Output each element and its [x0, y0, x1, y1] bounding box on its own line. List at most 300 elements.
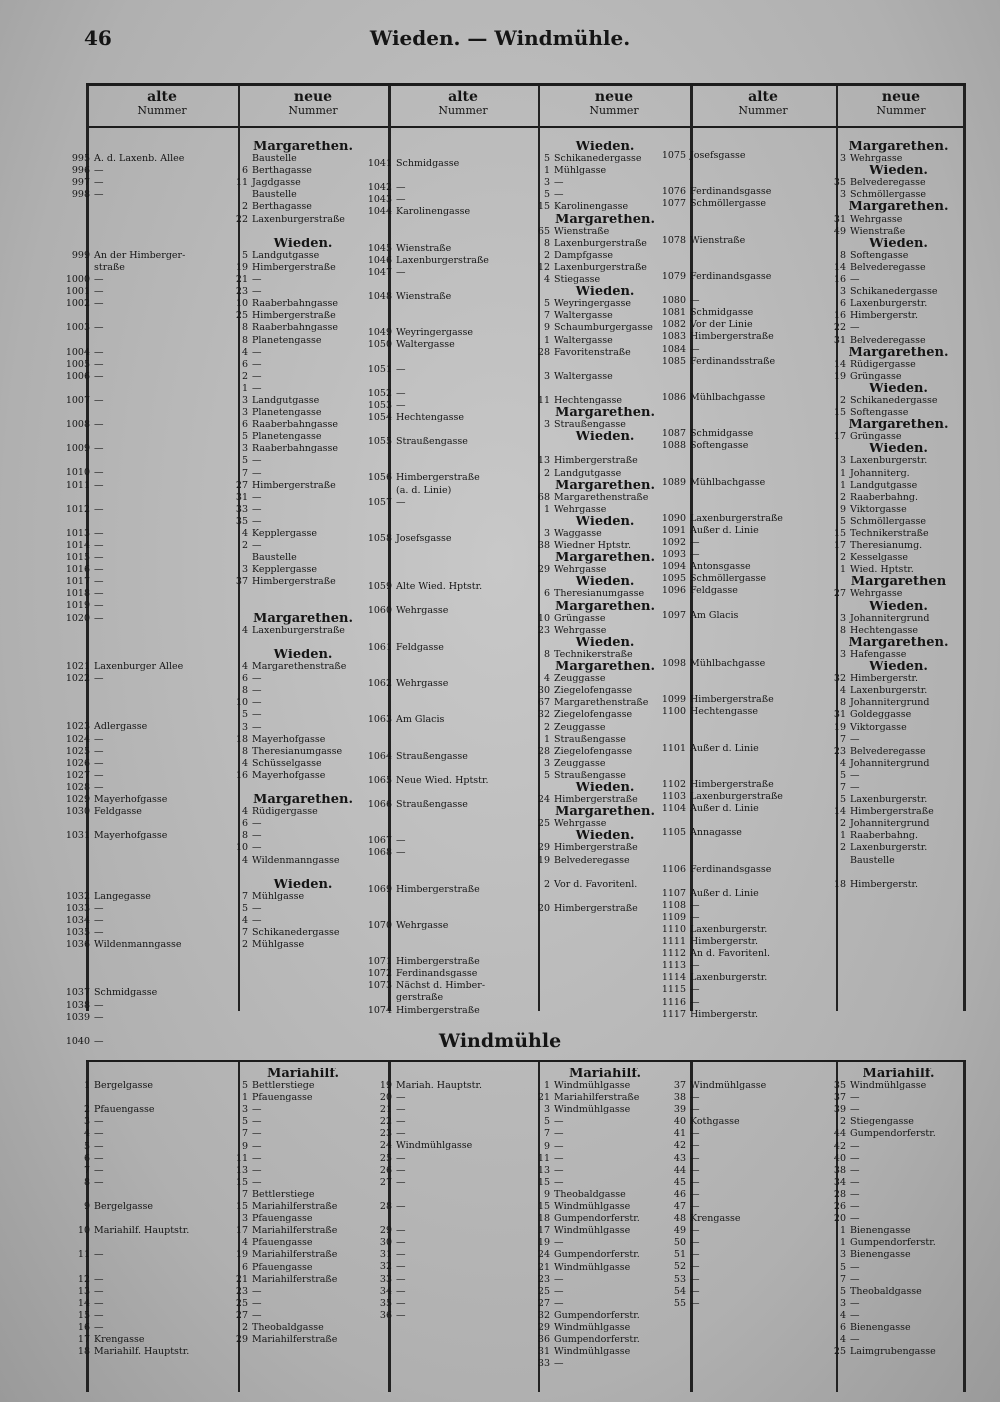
- table-row: [816, 1249, 981, 1261]
- table-row: [60, 963, 240, 975]
- table-row: [520, 1358, 690, 1370]
- table-row: [816, 335, 981, 347]
- house-number: 1089: [661, 476, 686, 488]
- house-number: 3: [543, 1104, 550, 1116]
- house-number: 3: [241, 394, 248, 406]
- street-name: —: [690, 1128, 700, 1140]
- house-number: 11: [537, 394, 550, 406]
- house-number: 33: [379, 1273, 392, 1285]
- table-row: [362, 654, 542, 666]
- table-row: [60, 818, 240, 830]
- house-number: 1041: [367, 158, 392, 169]
- table-row: [816, 262, 981, 274]
- street-name: —: [690, 343, 700, 355]
- street-name: Laxenburgerstr.: [850, 455, 928, 467]
- house-number: 1088: [661, 440, 686, 452]
- house-number: 2: [241, 540, 248, 552]
- street-name: Außer d. Linie: [690, 524, 759, 536]
- table-row: [816, 540, 981, 552]
- street-name: —: [690, 1152, 700, 1164]
- street-name: Gumpendorferstr.: [554, 1334, 640, 1346]
- house-number: 1000: [65, 273, 90, 285]
- district-heading: Wieden.: [869, 600, 928, 613]
- table-row: [656, 186, 836, 198]
- table-row: [816, 552, 981, 564]
- table-row: [816, 770, 981, 782]
- street-name: —: [252, 842, 262, 854]
- house-number: 6: [241, 358, 248, 370]
- street-name: —: [252, 1309, 262, 1321]
- street-name: Laxenburgerstr.: [690, 924, 768, 935]
- table-row: [60, 770, 240, 782]
- table-row: [60, 407, 240, 419]
- house-number: 1047: [367, 266, 392, 278]
- house-number: 18: [77, 1346, 90, 1358]
- street-name: —: [94, 1321, 104, 1333]
- house-number: 1017: [65, 576, 90, 588]
- street-name: —: [252, 685, 262, 697]
- street-name: —: [850, 1261, 860, 1273]
- street-name: Wehrgasse: [554, 564, 607, 576]
- district-heading: Margarethen.: [554, 661, 655, 674]
- header-neue-1: neue Nummer: [288, 89, 338, 117]
- house-number: 32: [537, 709, 550, 721]
- district-heading: Margarethen.: [554, 600, 655, 613]
- street-name: Softengasse: [850, 249, 909, 261]
- street-name: —: [94, 189, 104, 201]
- house-number: 1043: [367, 194, 392, 206]
- house-number: 1002: [65, 298, 90, 310]
- house-number: 8: [543, 237, 550, 249]
- house-number: 5: [241, 709, 248, 721]
- house-number: 1095: [661, 573, 686, 585]
- house-number: 1034: [65, 914, 90, 926]
- street-name: Stiegasse: [554, 274, 601, 286]
- street-name: Straußengasse: [554, 769, 626, 781]
- table-row: [362, 980, 542, 992]
- street-name: Johannitergrund: [850, 818, 930, 830]
- district-heading: Wieden.: [869, 237, 928, 250]
- table-row: [656, 1140, 836, 1152]
- street-name: Wied. Hptstr.: [850, 564, 914, 576]
- street-name: —: [690, 1092, 700, 1104]
- house-number: 5: [543, 153, 550, 165]
- house-number: 13: [537, 455, 550, 467]
- table-row: [60, 226, 240, 238]
- street-name: —: [396, 387, 406, 399]
- table-row: [816, 298, 981, 310]
- street-name: Viktorgasse: [850, 721, 907, 733]
- house-number: 1007: [65, 394, 90, 406]
- house-number: 3: [839, 153, 846, 165]
- table-row: [656, 585, 836, 597]
- street-name: —: [690, 1176, 700, 1188]
- street-name: Kepplergasse: [252, 564, 317, 576]
- table-row: [816, 649, 981, 661]
- table-row: [816, 371, 981, 383]
- street-name: —: [850, 1092, 860, 1104]
- house-number: 2: [839, 818, 846, 830]
- house-number: 30: [537, 685, 550, 697]
- table-row: [816, 177, 981, 189]
- table-row: [60, 975, 240, 987]
- table-row: [656, 851, 836, 863]
- street-name: —: [252, 1104, 262, 1116]
- house-number: 10: [235, 298, 248, 310]
- table-row: [816, 1274, 981, 1286]
- house-number: 1062: [367, 678, 392, 690]
- table-row: [656, 1128, 836, 1140]
- house-number: 7: [839, 733, 846, 745]
- street-name: Hechtengasse: [690, 706, 759, 718]
- table-row: [362, 436, 542, 448]
- table-row: [656, 634, 836, 646]
- table-row: [816, 274, 981, 286]
- street-name: Mühlgasse: [252, 939, 305, 951]
- house-number: 28: [833, 1188, 846, 1200]
- district-heading: Wieden.: [575, 636, 635, 649]
- table-row: [60, 746, 240, 758]
- street-name: Windmühlgasse: [554, 1346, 631, 1358]
- table-row: [656, 1177, 836, 1189]
- table-row: [816, 1104, 981, 1116]
- street-name: Dampfgasse: [554, 249, 614, 261]
- table-row: [60, 1189, 240, 1201]
- house-number: 2: [839, 552, 846, 564]
- house-number: 11: [537, 1152, 550, 1164]
- house-number: 31: [833, 213, 846, 225]
- table-row: [816, 201, 981, 213]
- house-number: 1: [839, 1237, 846, 1249]
- table-row: [816, 468, 981, 480]
- house-number: 8: [83, 1176, 90, 1188]
- table-row: [656, 392, 836, 404]
- street-name: Mariahilferstraße: [252, 1273, 338, 1285]
- table-row: [656, 706, 836, 718]
- street-name: Schmöllergasse: [690, 573, 767, 585]
- table-row: [362, 497, 542, 509]
- street-name: —: [252, 830, 262, 842]
- house-number: 26: [833, 1201, 846, 1213]
- street-name: Raaberbahngasse: [252, 419, 339, 431]
- street-name: Grüngasse: [554, 612, 606, 624]
- house-number: 1056: [367, 472, 392, 484]
- street-name: —: [690, 1104, 700, 1116]
- table-row: [656, 271, 836, 283]
- street-name: —: [554, 1297, 564, 1309]
- street-name: Technikerstraße: [850, 528, 929, 539]
- house-number: 12: [537, 261, 550, 273]
- street-name: —: [690, 537, 700, 548]
- table-row: [60, 189, 240, 201]
- table-row: [362, 726, 542, 738]
- table-row: [656, 452, 836, 464]
- street-name: —: [252, 503, 262, 515]
- house-number: 16: [235, 769, 248, 781]
- street-name: —: [396, 1176, 406, 1188]
- table-row: [816, 189, 981, 201]
- table-row: [816, 722, 981, 734]
- street-name: —: [94, 1176, 104, 1188]
- street-name: Windmühlgasse: [554, 1201, 631, 1213]
- house-number: 996: [71, 165, 90, 177]
- table-row: [362, 884, 542, 896]
- house-number: 22: [379, 1116, 392, 1128]
- street-name: Laxenburgerstr.: [850, 685, 928, 697]
- street-name: Johanniterg.: [850, 467, 910, 479]
- table-row: [60, 830, 240, 842]
- table-row: [362, 448, 542, 460]
- house-number: 1022: [65, 673, 90, 685]
- street-name: —: [94, 757, 104, 769]
- house-number: 1054: [367, 411, 392, 423]
- house-number: 24: [537, 1249, 550, 1261]
- district-heading: Margarethen.: [848, 346, 949, 359]
- house-number: 1100: [661, 706, 686, 718]
- district-heading: Wieden.: [575, 286, 635, 299]
- house-number: 3: [543, 177, 550, 189]
- street-name: —: [690, 1188, 700, 1200]
- table-row: [656, 1286, 836, 1298]
- table-row: [60, 480, 240, 492]
- house-number: 1: [543, 165, 550, 177]
- street-name: —: [850, 322, 860, 334]
- house-number: 17: [235, 1225, 248, 1237]
- street-name: Weyringergasse: [396, 327, 474, 339]
- table-row: [816, 1128, 981, 1140]
- street-name: —: [396, 1309, 406, 1321]
- table-row: [816, 153, 981, 165]
- table-row: [656, 307, 836, 319]
- table-row: [60, 1298, 240, 1310]
- street-name: —: [94, 503, 104, 515]
- house-number: 1033: [65, 902, 90, 914]
- district-heading: Margarethen.: [252, 141, 353, 154]
- street-name: Grüngasse: [850, 431, 902, 443]
- house-number: 3: [839, 612, 846, 624]
- house-number: 15: [235, 1176, 248, 1188]
- header-alte-2: alte Nummer: [438, 89, 488, 117]
- table-row: [816, 855, 981, 867]
- district-heading: Margarethen.: [554, 407, 655, 420]
- house-number: 28: [537, 346, 550, 358]
- table-row: [362, 206, 542, 218]
- table-row: [60, 250, 240, 262]
- street-name: Ferdinandsgasse: [690, 863, 772, 875]
- street-name: Karolinengasse: [396, 206, 471, 218]
- street-name: Hechtengasse: [554, 394, 623, 406]
- street-name: —: [252, 1164, 262, 1176]
- house-number: 1102: [661, 778, 686, 790]
- house-number: 31: [537, 1346, 550, 1358]
- table-header-row: [86, 86, 966, 128]
- house-number: 2: [241, 1321, 248, 1333]
- district-heading: Margarethen.: [848, 201, 949, 214]
- house-number: 2: [241, 939, 248, 951]
- house-number: 1006: [65, 370, 90, 382]
- table-row: [362, 557, 542, 569]
- table-row: [362, 352, 542, 364]
- street-name: —: [94, 576, 104, 588]
- house-number: 1: [241, 1092, 248, 1104]
- house-number: 1014: [65, 540, 90, 551]
- table-row: [60, 951, 240, 963]
- table-row: [362, 472, 542, 484]
- street-name: —: [252, 709, 262, 721]
- table-row: [656, 331, 836, 343]
- street-name: Kothgasse: [690, 1116, 740, 1128]
- table-row: [816, 576, 981, 588]
- table-row: [60, 334, 240, 346]
- street-name: —: [396, 1116, 406, 1128]
- table-row: [362, 739, 542, 751]
- house-number: 1060: [367, 605, 392, 617]
- table-row: [362, 545, 542, 557]
- street-name: Laxenburgerstraße: [690, 790, 783, 802]
- table-row: [218, 141, 388, 153]
- table-row: [362, 932, 542, 944]
- house-number: 26: [379, 1164, 392, 1176]
- house-number: 27: [833, 588, 846, 600]
- table-row: [60, 383, 240, 395]
- table-row: [60, 734, 240, 746]
- house-number: 65: [537, 225, 550, 237]
- house-number: 1063: [367, 714, 392, 726]
- house-number: 1082: [661, 319, 686, 331]
- street-name: Josefsgasse: [396, 532, 452, 544]
- house-number: 13: [235, 1164, 248, 1176]
- street-name: Johannitergrund: [850, 757, 930, 769]
- street-name: Mühlgasse: [554, 165, 607, 177]
- table-row: [60, 891, 240, 903]
- table-row: [362, 485, 542, 497]
- street-name: —: [396, 1225, 406, 1237]
- street-name: —: [396, 1152, 406, 1164]
- district-heading: Wieden.: [575, 830, 635, 843]
- table-row: [656, 210, 836, 222]
- table-row: [656, 912, 836, 924]
- house-number: 1044: [367, 206, 392, 218]
- house-number: 13: [537, 1164, 550, 1176]
- table-row: [656, 622, 836, 634]
- table-row: [60, 854, 240, 866]
- street-name: Gumpendorferstr.: [554, 1309, 640, 1321]
- house-number: 34: [833, 1176, 846, 1188]
- table-row: [362, 642, 542, 654]
- street-name: Kepplergasse: [252, 528, 317, 539]
- district-heading: Margarethen.: [554, 479, 655, 492]
- house-number: 39: [833, 1104, 846, 1116]
- street-name: Grüngasse: [850, 370, 902, 382]
- house-number: 27: [379, 1176, 392, 1188]
- street-name: —: [252, 902, 262, 914]
- house-number: 45: [673, 1176, 686, 1188]
- table-row: [656, 1237, 836, 1249]
- street-name: Laxenburgerstr.: [850, 298, 928, 310]
- house-number: 7: [83, 1164, 90, 1176]
- street-name: Windmühlgasse: [690, 1080, 767, 1091]
- district-heading: Mariahilf.: [266, 1068, 339, 1081]
- table-row: [60, 576, 240, 588]
- house-number: 5: [83, 1140, 90, 1152]
- table-row: [656, 864, 836, 876]
- table-row: [362, 1165, 542, 1177]
- house-number: 1072: [367, 968, 392, 980]
- table-row: [816, 734, 981, 746]
- house-number: 1076: [661, 186, 686, 198]
- street-name: Wehrgasse: [554, 503, 607, 515]
- street-name: —: [396, 363, 406, 375]
- table-row: [60, 310, 240, 322]
- table-row: [362, 811, 542, 823]
- house-number: 9: [241, 1140, 248, 1152]
- street-name: Himbergerstraße: [252, 576, 336, 588]
- table-row: [656, 428, 836, 440]
- table-row: [362, 182, 542, 194]
- table-row: [656, 997, 836, 1009]
- table-row: [816, 347, 981, 359]
- street-name: Schüsselgasse: [252, 757, 322, 769]
- house-number: 2: [543, 878, 550, 890]
- table-row: [60, 625, 240, 637]
- street-name: Bergelgasse: [94, 1080, 154, 1092]
- house-number: 29: [379, 1225, 392, 1237]
- street-name: Goldeggasse: [850, 709, 912, 721]
- street-name: Wienstraße: [396, 291, 452, 303]
- street-name: Berthagasse: [252, 165, 312, 177]
- table-row: [362, 243, 542, 255]
- page-number: 46: [84, 26, 112, 50]
- street-name: —: [690, 1273, 700, 1285]
- district-heading: Wieden.: [869, 165, 928, 178]
- house-number: 2: [543, 721, 550, 733]
- house-number: 4: [543, 673, 550, 685]
- street-name: Landgutgasse: [252, 249, 320, 261]
- house-number: 8: [839, 249, 846, 261]
- table-row: [60, 165, 240, 177]
- street-name: —: [850, 769, 860, 781]
- street-name: Antonsgasse: [690, 561, 751, 573]
- table-row: [656, 1213, 836, 1225]
- street-name: Zeuggasse: [554, 721, 606, 733]
- table-row: [60, 177, 240, 189]
- street-name: —: [94, 346, 104, 358]
- table-row: [656, 791, 836, 803]
- street-name: Himbergerstraße: [396, 883, 480, 895]
- street-name: Laimgrubengasse: [850, 1346, 936, 1358]
- section-title-windmuehle: Windmühle: [438, 1030, 562, 1052]
- street-name: Baustelle: [850, 854, 895, 866]
- street-name: Pfauengasse: [94, 1104, 155, 1116]
- table-row: [60, 939, 240, 951]
- house-number: 1090: [661, 512, 686, 524]
- street-name: Himbergerstr.: [850, 878, 919, 890]
- table-row: [362, 859, 542, 871]
- street-name: —: [850, 1297, 860, 1309]
- table-row: [656, 597, 836, 609]
- table-row: [656, 1274, 836, 1286]
- house-number: 6: [839, 298, 846, 310]
- table-row: [656, 404, 836, 416]
- table-row: [60, 915, 240, 927]
- street-name: Krengasse: [690, 1213, 741, 1225]
- street-name: —: [94, 552, 104, 564]
- house-number: 1030: [65, 806, 90, 818]
- table-row: [362, 255, 542, 267]
- street-name: Bettlerstiege: [252, 1080, 315, 1092]
- house-number: 5: [839, 1285, 846, 1297]
- street-name: Windmühlgasse: [396, 1140, 473, 1152]
